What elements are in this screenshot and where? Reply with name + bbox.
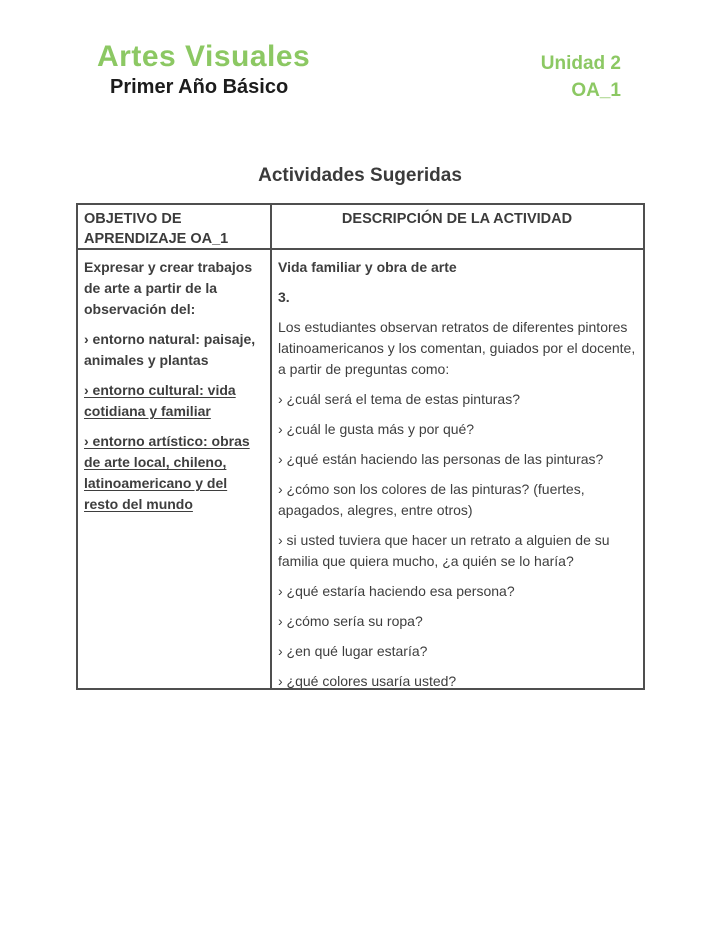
activity-description-cell — [270, 250, 643, 688]
unit-label: Unidad 2 — [540, 53, 621, 74]
question-item: › ¿cómo sería su ropa? — [278, 613, 423, 629]
question-item: › ¿qué están haciendo las personas de las pinturas? — [278, 451, 604, 467]
question-item: › ¿en qué lugar estaría? — [278, 643, 428, 659]
activity-intro: Los estudiantes observan retratos de diferentes pintores latinoamericanos y los comentan, guiados por el docente, a partir de preguntas como: — [278, 319, 636, 377]
table-header-objective: OBJETIVO DE APRENDIZAJE OA_1 — [78, 205, 270, 250]
oa-code-label: OA_1 — [571, 80, 621, 101]
objective-cell — [78, 250, 270, 688]
activity-number: 3. — [278, 289, 290, 305]
activity-theme: Vida familiar y obra de arte — [278, 259, 457, 275]
question-item: › ¿cómo son los colores de las pinturas? (fuertes, apagados, alegres, entre otros) — [278, 481, 585, 518]
question-item: › si usted tuviera que hacer un retrato a alguien de su familia que quiera mucho, ¿a quién se lo haría? — [278, 532, 610, 569]
page-title: Artes Visuales — [97, 40, 311, 73]
question-item: › ¿cuál le gusta más y por qué? — [278, 421, 475, 437]
objective-item-natural: › entorno natural: paisaje, animales y plantas — [84, 331, 256, 368]
objective-item-artistico: › entorno artístico: obras de arte local, chileno, latinoamericano y del resto del mundo — [84, 433, 250, 512]
suggested-activities-table — [76, 203, 645, 690]
document-header — [97, 40, 621, 104]
objective-item-cultural: › entorno cultural: vida cotidiana y familiar — [84, 382, 236, 419]
header-left-block — [97, 40, 310, 101]
question-item: › ¿qué colores usaría usted? — [278, 673, 457, 688]
page-subtitle: Primer Año Básico — [110, 76, 289, 98]
question-item: › ¿cuál será el tema de estas pinturas? — [278, 391, 521, 407]
table-header-description: DESCRIPCIÓN DE LA ACTIVIDAD — [270, 205, 643, 250]
section-title: Actividades Sugeridas — [258, 165, 462, 186]
header-right-block — [541, 50, 621, 104]
question-item: › ¿qué estaría haciendo esa persona? — [278, 583, 515, 599]
objective-intro: Expresar y crear trabajos de arte a partir de la observación del: — [84, 259, 253, 317]
